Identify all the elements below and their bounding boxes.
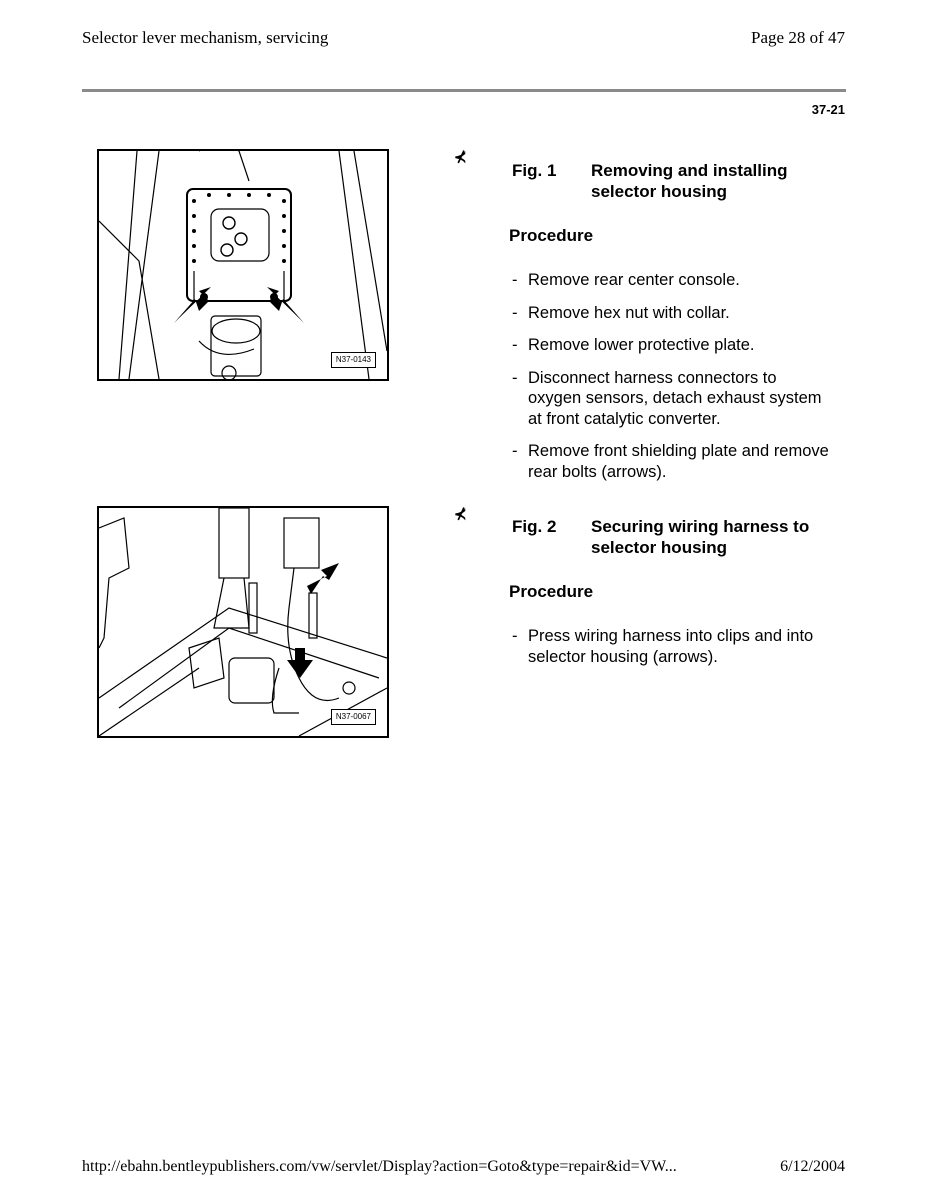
footer-date: 6/12/2004 bbox=[780, 1158, 845, 1175]
page-header-page: Page 28 of 47 bbox=[751, 28, 845, 47]
list-item: - Remove hex nut with collar. bbox=[512, 303, 730, 322]
procedure-steps-1 bbox=[512, 270, 832, 494]
page-header-title: Selector lever mechanism, servicing bbox=[82, 28, 329, 47]
figure-2-title: Securing wiring harness to selector housing bbox=[591, 517, 810, 557]
figure-1-code: N37-0143 bbox=[331, 352, 376, 368]
section-page-number: 37-21 bbox=[811, 102, 845, 117]
procedure-heading-1: Procedure bbox=[509, 226, 594, 245]
wiring-harness-drawing bbox=[99, 508, 387, 736]
list-item: - Remove rear center console. bbox=[512, 271, 740, 289]
figure-1-title: Removing and installing selector housing bbox=[591, 161, 788, 201]
arrow-marker-icon: ⊀ bbox=[454, 506, 467, 523]
arrow-marker-icon: ⊀ bbox=[454, 149, 467, 166]
header-divider bbox=[82, 89, 846, 92]
figure-2-number: Fig. 2 bbox=[512, 517, 557, 536]
figure-1-number: Fig. 1 bbox=[512, 161, 557, 180]
list-item: - Remove lower protective plate. bbox=[512, 336, 755, 354]
selector-housing-drawing bbox=[99, 151, 387, 379]
footer-url: http://ebahn.bentleypublishers.com/vw/servlet/Display?action=Goto&type=repair&id=VW... bbox=[82, 1158, 677, 1175]
list-item: - Remove front shielding plate and remove rear bolts (arrows). bbox=[512, 442, 829, 481]
procedure-steps-2 bbox=[512, 626, 832, 679]
procedure-heading-2: Procedure bbox=[509, 582, 594, 601]
figure-2-code: N37-0067 bbox=[331, 709, 376, 725]
figure-1-image bbox=[97, 149, 389, 381]
list-item: - Disconnect harness connectors to oxygen sensors, detach exhaust system at front catalytic converter. bbox=[512, 368, 822, 428]
figure-2-image bbox=[97, 506, 389, 738]
list-item: - Press wiring harness into clips and into selector housing (arrows). bbox=[512, 627, 814, 666]
